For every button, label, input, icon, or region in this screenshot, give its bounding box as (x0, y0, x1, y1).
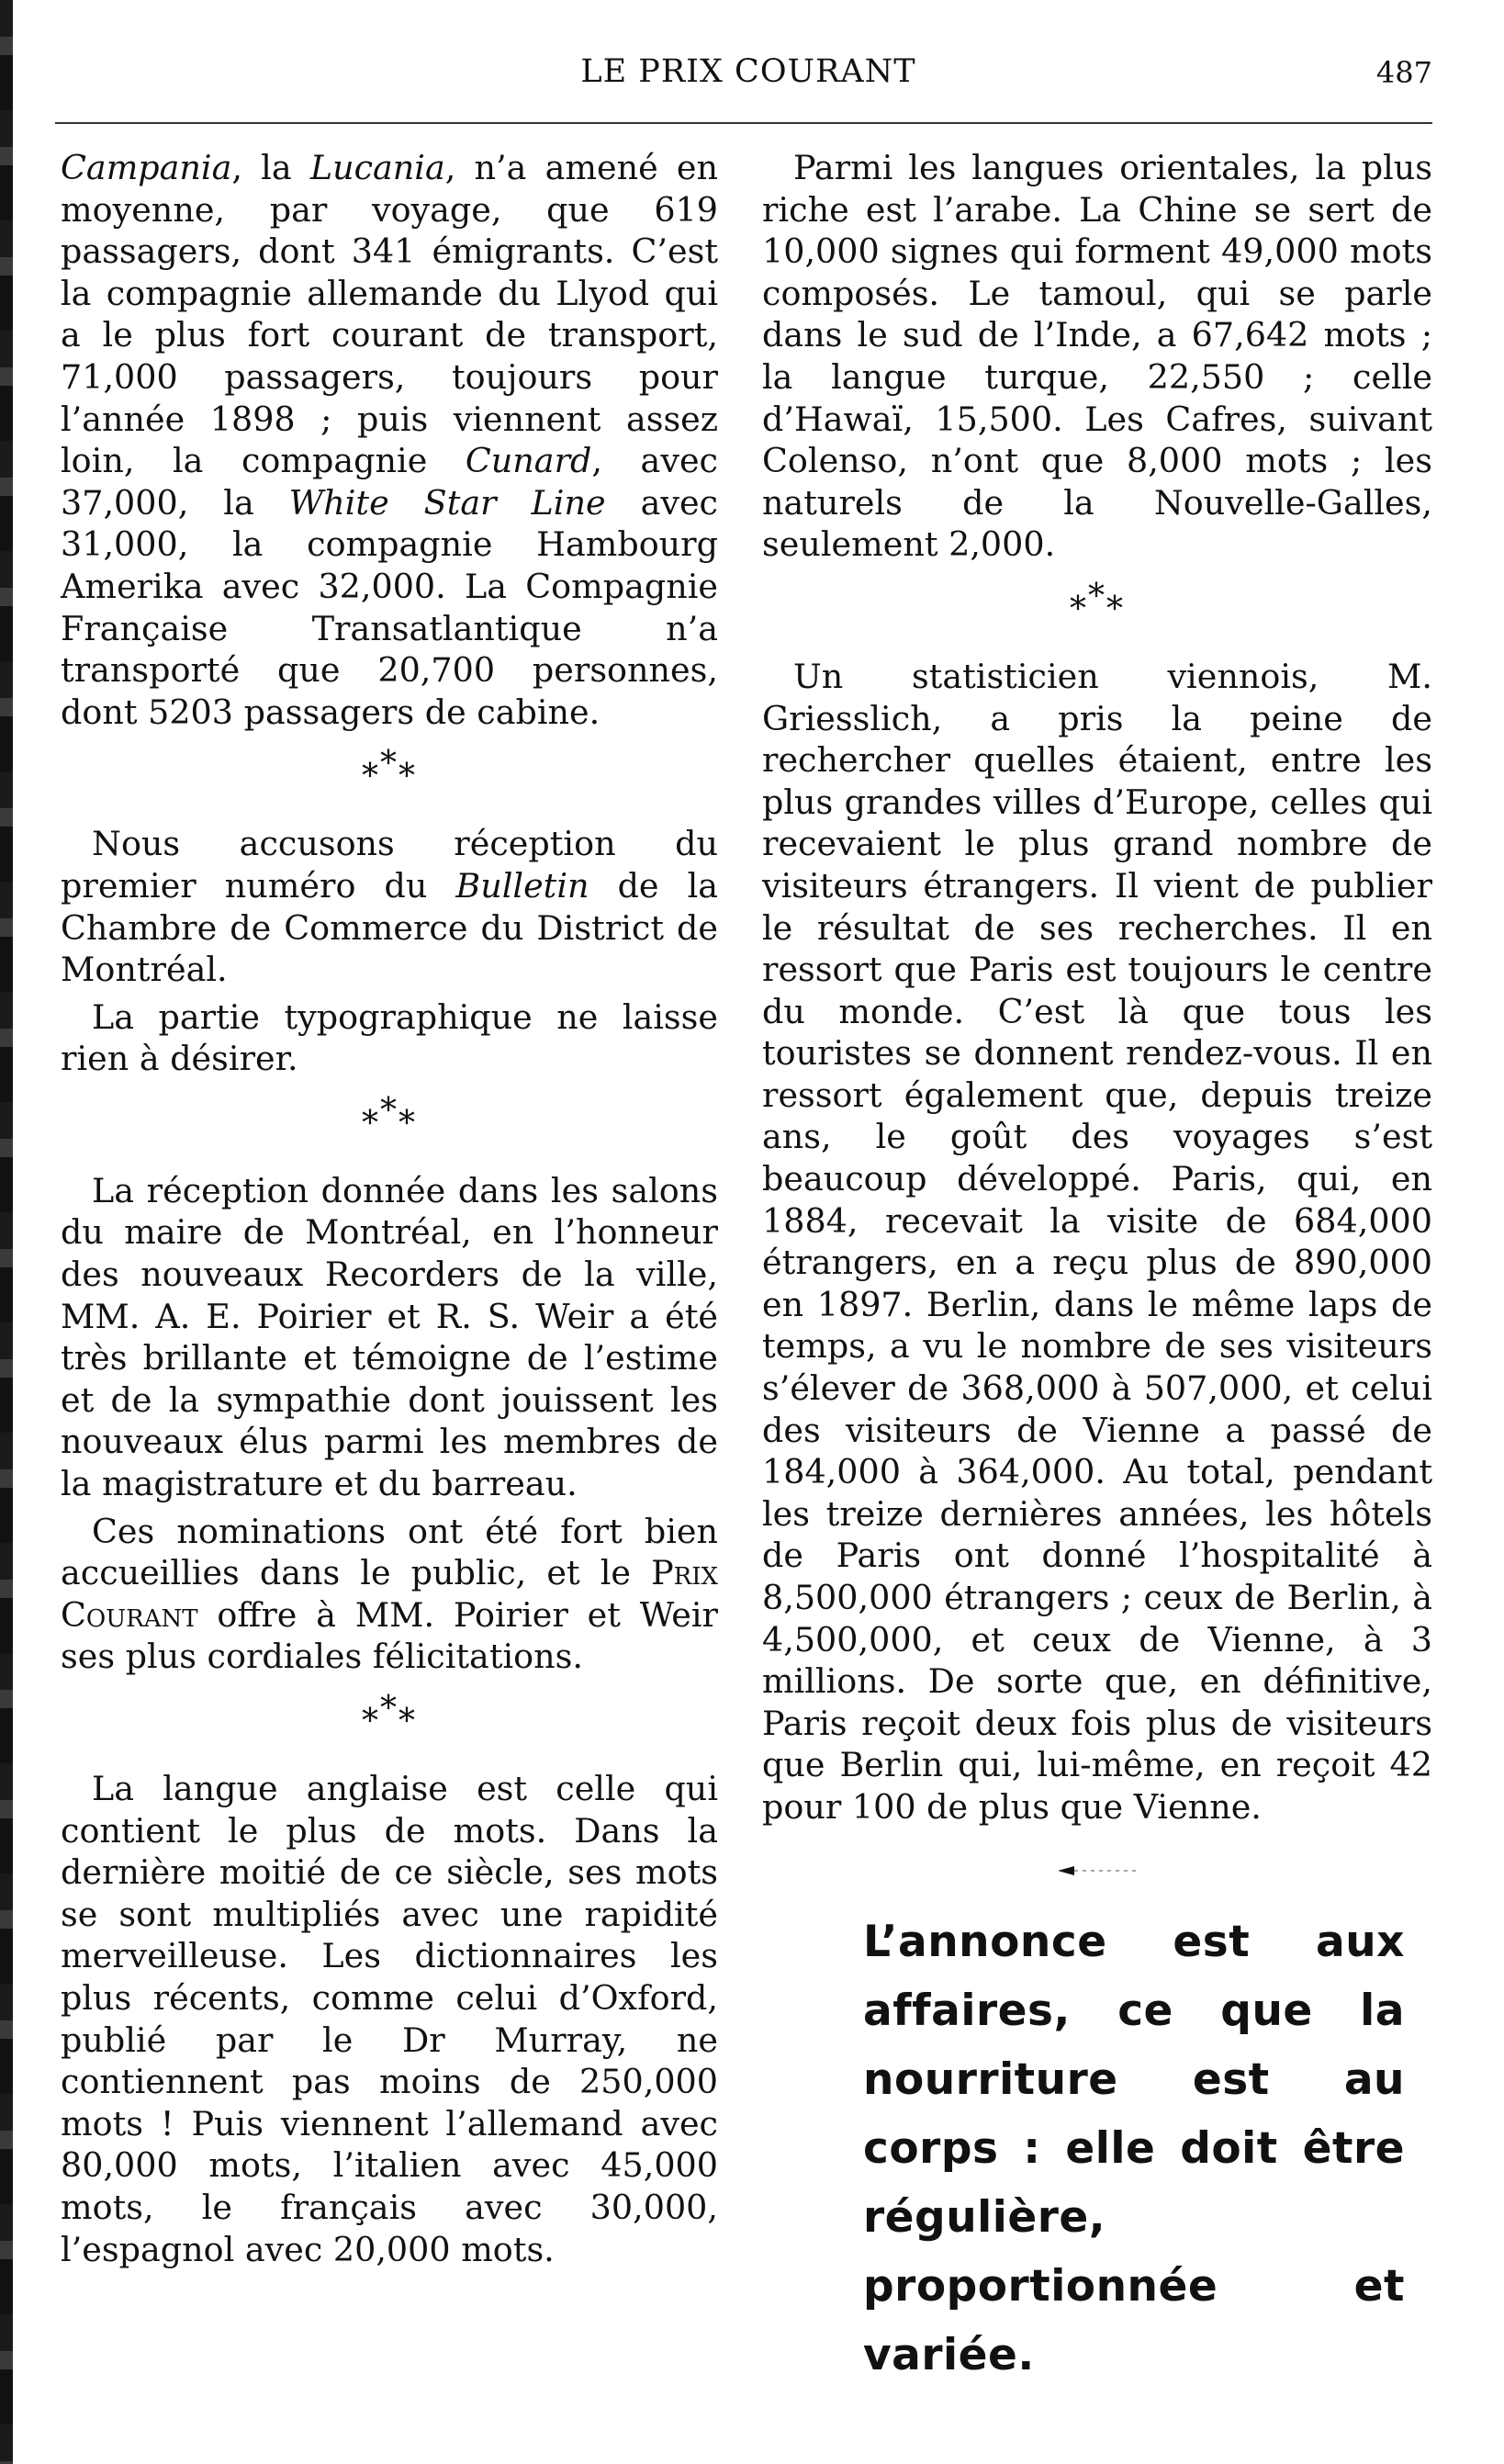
running-title: LE PRIX COURANT (580, 53, 916, 90)
text-run: Nous accusons réception du premier numéro du (61, 824, 718, 906)
star: * (398, 1703, 417, 1740)
section-separator-stars (61, 745, 718, 796)
star: * (380, 745, 398, 783)
text-run: de la Chambre de Commerce du District de Montréal. (61, 865, 719, 990)
right-column (762, 147, 1432, 2390)
paragraph-reception: La réception donnée dans les salons du maire de Montréal, en l’honneur des nouveaux Recorders de la ville, MM. A. E. Poirier et R. S. Weir a été très brillante et témoigne de l’estime et de la sympathie dont jouissent les nouveaux élus parmi les membres de la magistrature et du barreau. (61, 1170, 718, 1504)
paragraph-oriental-languages: Parmi les langues orientales, la plus riche est l’arabe. La Chine se sert de 10,000 signes qui forment 49,000 mots composés. Le tamoul, qui se parle dans le sud de l’Inde, a 67,642 mots ; la langue turque, 22,550 ; celle d’Hawaï, 15,500. Les Cafres, suivant Colenso, n’ont que 8,000 mots ; les naturels de la Nouvelle-Galles, seulement 2,000. (762, 148, 1432, 565)
star: * (1088, 577, 1106, 615)
star: * (362, 1104, 380, 1142)
paragraph-english-language: La langue anglaise est celle qui contient le plus de mots. Dans la dernière moitié de ce siècle, ses mots se sont multipliés avec une rapidité merveilleuse. Les dictionnaires les plus récents, comme celui d’Oxford, publié par le Dr Murray, ne contiennent pas moins de 250,000 mots ! Puis viennent l’allemand avec 80,000 mots, l’italien avec 45,000 mots, le français avec 30,000, l’espagnol avec 20,000 mots. (61, 1769, 718, 2269)
paragraph-typography: La partie typographique ne laisse rien à désirer. (61, 996, 718, 1079)
star: * (1070, 590, 1088, 628)
page-number: 487 (1375, 55, 1432, 90)
text-run: offre à MM. Poirier et Weir ses plus cordiales félicitations. (61, 1594, 718, 1677)
text-run: , la (231, 148, 310, 187)
star: * (398, 1104, 417, 1142)
page-header (64, 53, 1432, 108)
star: * (380, 1690, 398, 1727)
text-run: , n’a amené en moyenne, par voyage, que 619 passagers, dont 341 émigrants. C’est la compagnie allemande du Llyod qui a le plus fort courant de transport, 71,000 passagers, toujours pour l’année 1898 ; puis viennent assez loin, la compagnie (61, 148, 719, 481)
section-separator-stars (61, 1690, 718, 1740)
text-run: avec 31,000, la compagnie Hambourg Amerika avec 32,000. La Compagnie Française Transatlantique n’a transporté que 20,700 personnes, dont 5203 passagers de cabine. (61, 482, 718, 732)
paragraph-bulletin (61, 823, 718, 990)
text-run: Ces nominations ont été fort bien accueillies dans le public, et le (61, 1511, 718, 1593)
ship-name-lucania: Lucania (309, 148, 445, 187)
company-white-star: White Star Line (288, 482, 606, 523)
section-separator-stars (762, 577, 1432, 628)
paragraph-transatlantic (61, 147, 718, 733)
star: * (380, 1091, 398, 1130)
company-cunard: Cunard (465, 441, 592, 481)
ornament-icon (1056, 1864, 1139, 1877)
publication-title-bulletin: Bulletin (455, 865, 589, 906)
paragraph-visitors-statistics: Un statisticien viennois, M. Griesslich, a pris la peine de rechercher quelles étaient, entre les plus grandes villes d’Europe, celles qui recevaient le plus grand nombre de visiteurs étrangers. Il vient de publier le résultat de ses recherches. Il en ressort que Paris est toujours le centre du monde. C’est là que tous les touristes se donnent rendez-vous. Il en ressort également que, depuis treize ans, le goût des voyages s’est beaucoup développé. Paris, qui, en 1884, recevait la visite de 684,000 étrangers, en a reçu plus de 890,000 en 1897. Berlin, dans le même laps de temps, a vu le nombre de ses visiteurs s’élever de 368,000 à 507,000, et celui des visiteurs de Vienne a passé de 184,000 à 364,000. Au total, pendant les treize dernières années, les hôtels de Paris ont donné l’hospitalité à 8,500,000 étrangers ; ceux de Berlin, à 4,500,000, et ceux de Vienne, à 3 millions. De sorte que, en définitive, Paris reçoit deux fois plus de visiteurs que Berlin qui, lui-même, en reçoit 42 pour 100 de plus que Vienne. (762, 656, 1432, 1827)
paragraph-nominations (61, 1511, 718, 1678)
left-column (61, 147, 718, 2270)
star: * (362, 1703, 380, 1740)
section-separator-stars (61, 1091, 718, 1142)
ornamental-separator (762, 1862, 1432, 1880)
star: * (398, 758, 417, 796)
advertisement-box: L’annonce est aux affaires, ce que la nourriture est au corps : elle doit être régulière, proportionnée et variée. (863, 1916, 1405, 2380)
text-run: , avec 37,000, la (61, 441, 718, 523)
scanned-page-edge (0, 0, 13, 2464)
ship-name-campania: Campania (61, 148, 232, 187)
header-rule (55, 122, 1432, 124)
journal-name-prix-courant: Prix Courant (61, 1553, 718, 1635)
star: * (1106, 590, 1125, 628)
star: * (362, 758, 380, 796)
